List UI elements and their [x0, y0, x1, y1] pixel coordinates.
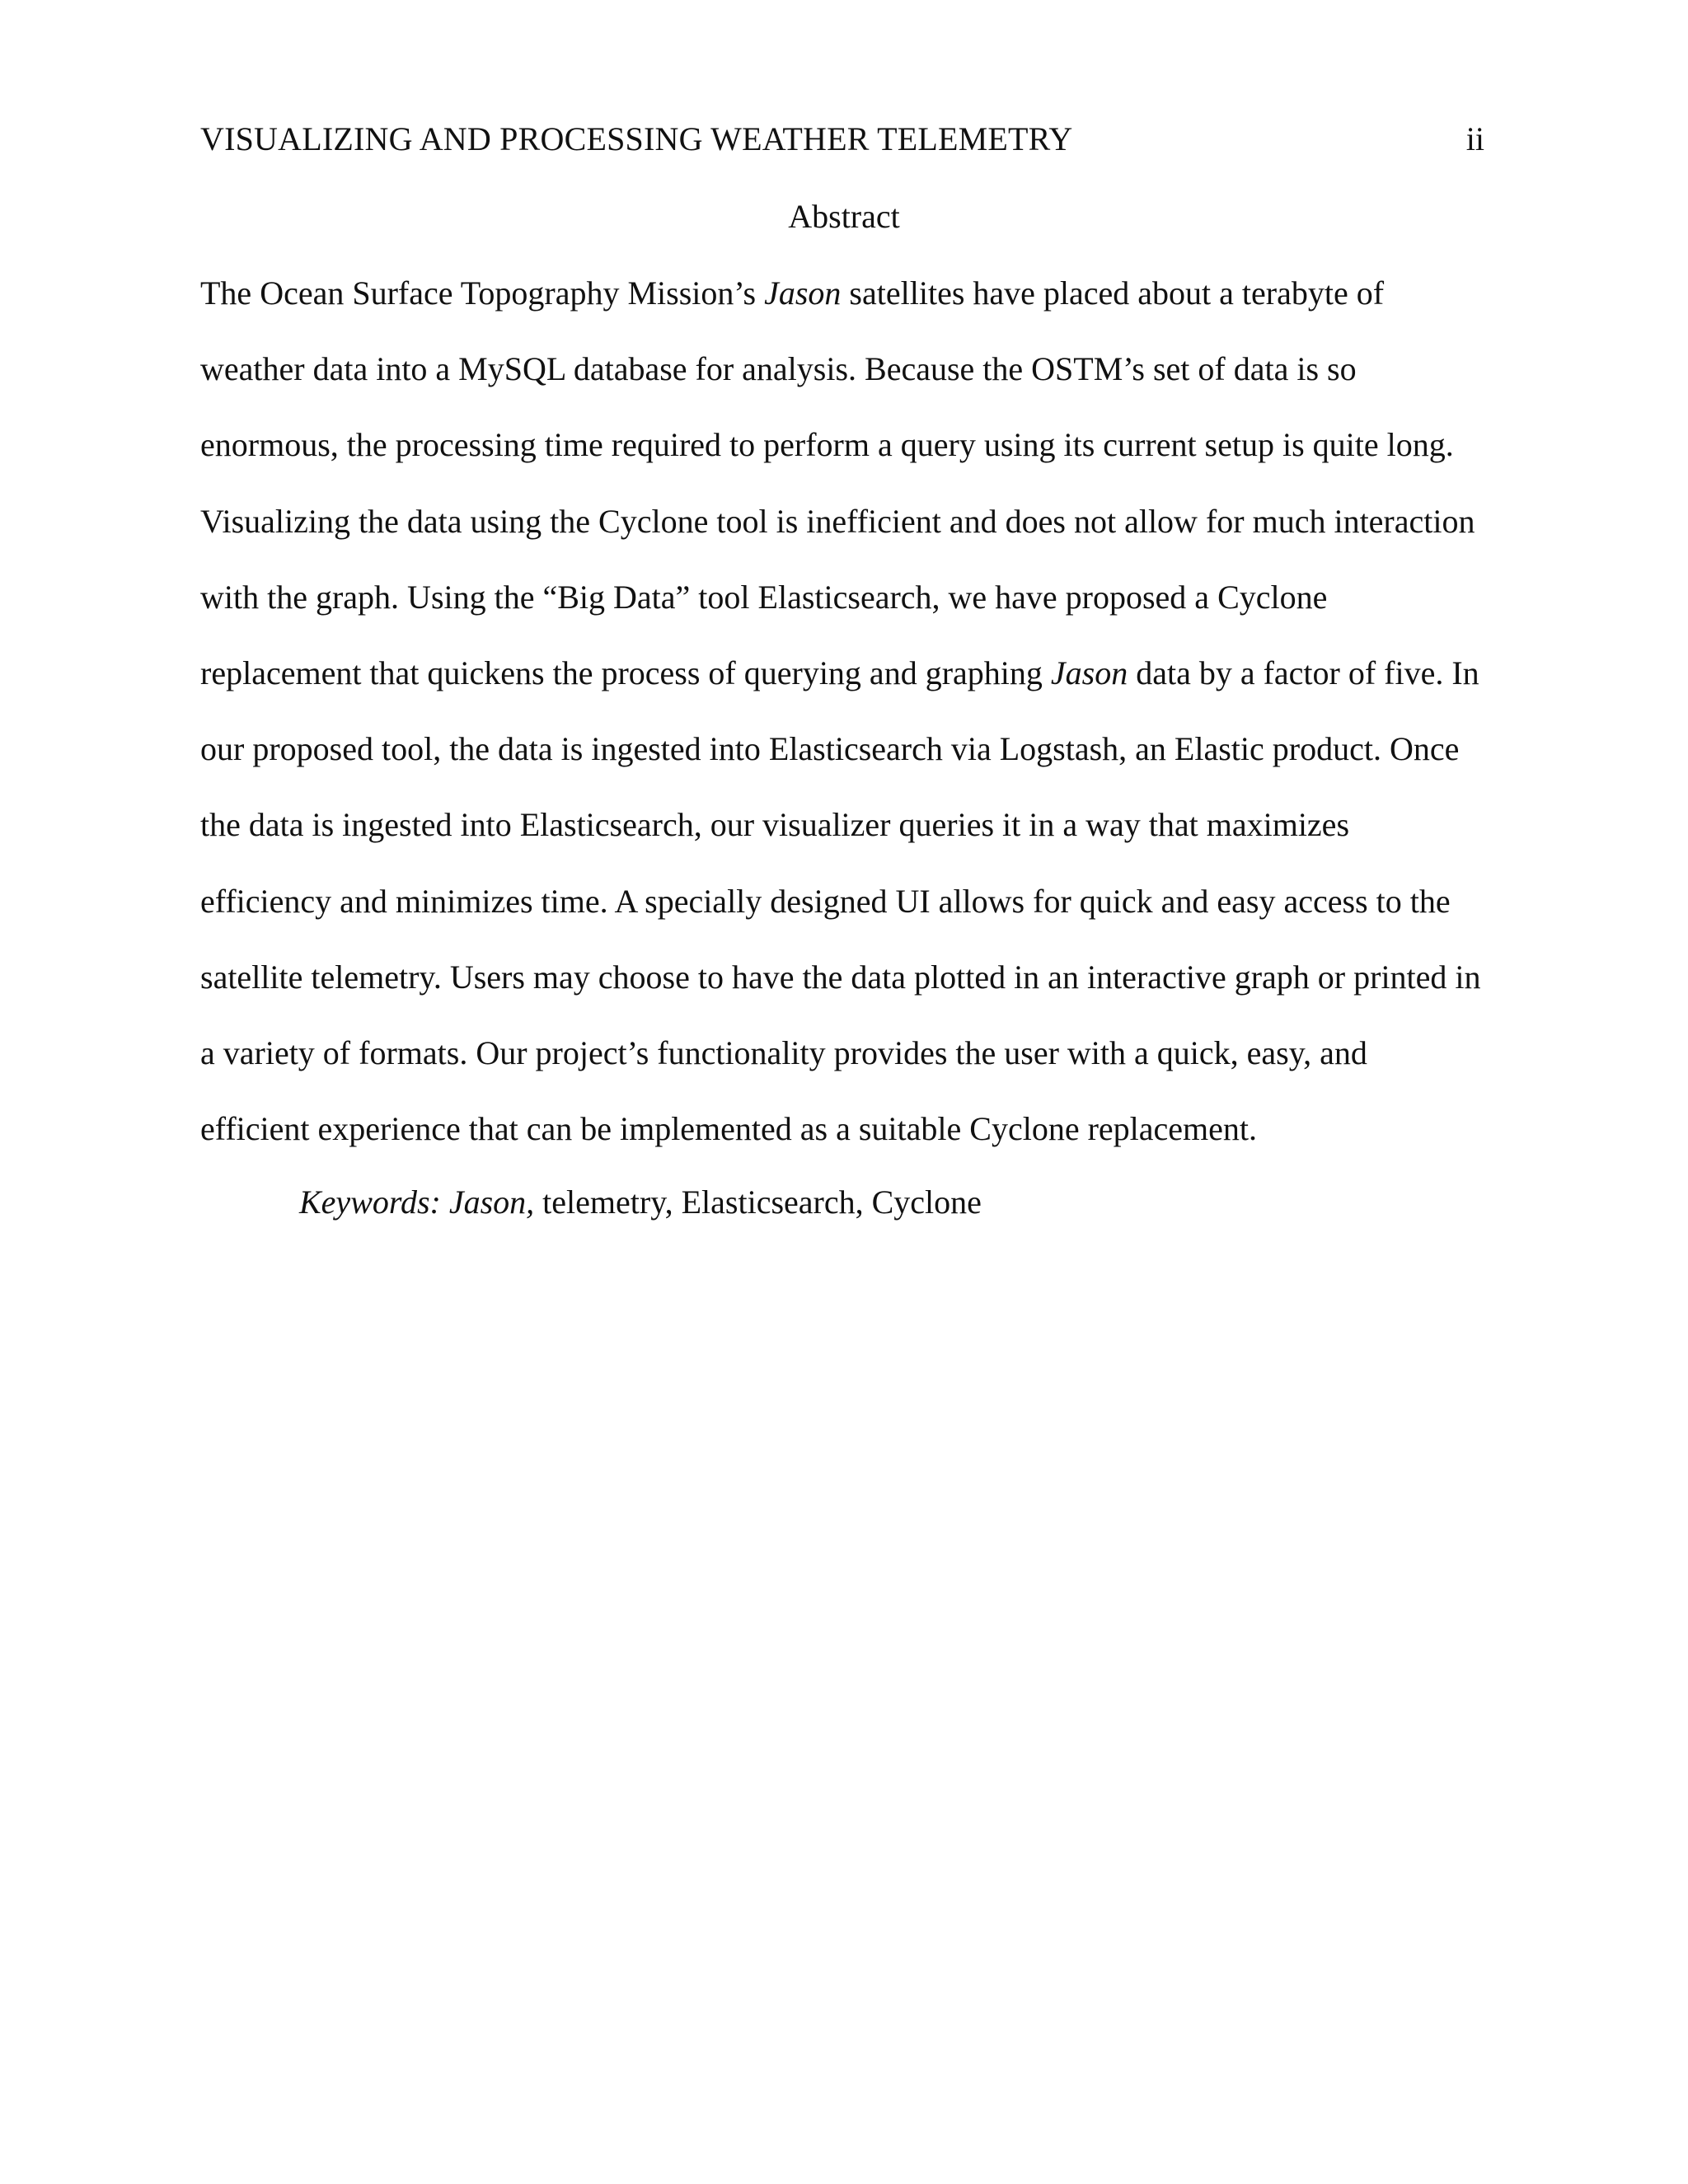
running-head: VISUALIZING AND PROCESSING WEATHER TELEMETRY: [200, 120, 1073, 157]
abstract-line: efficiency and minimizes time. A specially designed UI allows for quick and easy access to the: [200, 882, 1451, 920]
abstract-line: the data is ingested into Elasticsearch, our visualizer queries it in a way that maximizes: [200, 806, 1350, 844]
keywords-list: telemetry, Elasticsearch, Cyclone: [534, 1183, 982, 1221]
italic-term: Jason: [1050, 654, 1128, 691]
keywords-line: [299, 1181, 982, 1224]
keywords-label: Keywords: Jason,: [299, 1183, 535, 1221]
abstract-line: a variety of formats. Our project’s functionality provides the user with a quick, easy, and: [200, 1033, 1367, 1071]
abstract-line: replacement that quickens the process of querying and graphing Jason data by a factor of five. In: [200, 654, 1479, 691]
abstract-line: our proposed tool, the data is ingested into Elasticsearch via Logstash, an Elastic product. Once: [200, 730, 1460, 768]
abstract-line: weather data into a MySQL database for analysis. Because the OSTM’s set of data is so: [200, 350, 1357, 388]
abstract-body: [200, 272, 1519, 1183]
abstract-line: enormous, the processing time required to perform a query using its current setup is quite long.: [200, 426, 1454, 464]
abstract-heading: Abstract: [788, 198, 900, 235]
abstract-line: satellite telemetry. Users may choose to have the data plotted in an interactive graph or printed in: [200, 958, 1481, 996]
abstract-line: The Ocean Surface Topography Mission’s Jason satellites have placed about a terabyte of: [200, 274, 1385, 312]
abstract-line: Visualizing the data using the Cyclone tool is inefficient and does not allow for much interaction: [200, 502, 1475, 540]
abstract-line: with the graph. Using the “Big Data” tool Elasticsearch, we have proposed a Cyclone: [200, 578, 1328, 616]
italic-term: Jason: [764, 274, 842, 312]
abstract-line: efficient experience that can be implemented as a suitable Cyclone replacement.: [200, 1110, 1258, 1148]
page-number: ii: [1465, 120, 1484, 157]
